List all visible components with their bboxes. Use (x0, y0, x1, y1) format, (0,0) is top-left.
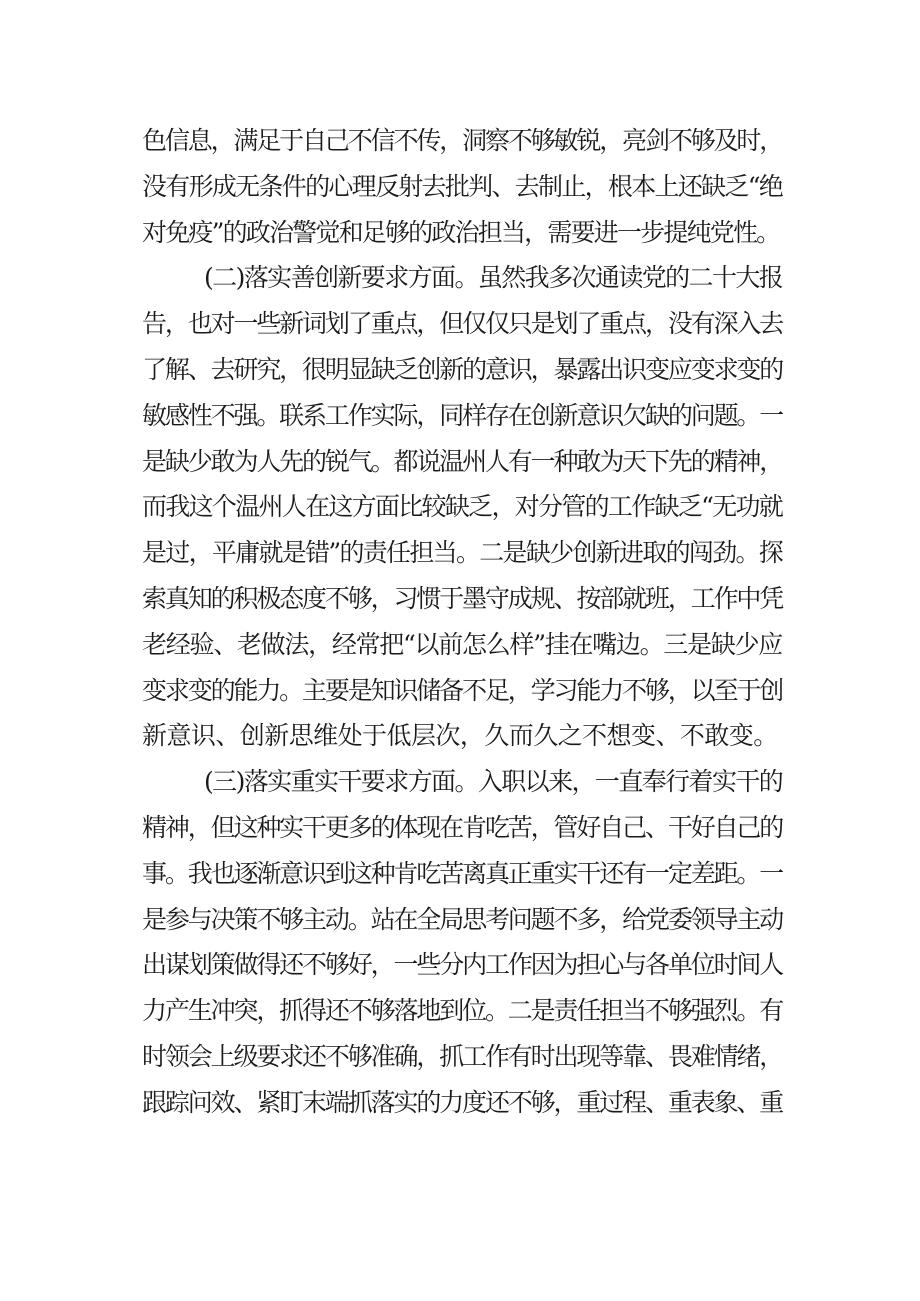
text-line: 精神，但这种实干更多的体现在肯吃苦，管好自己、干好自己的 (142, 812, 782, 842)
text-line: (二)落实善创新要求方面。虽然我多次通读党的二十大报 (204, 263, 782, 293)
text-line: 没有形成无条件的心理反射去批判、去制止，根本上还缺乏“绝 (142, 171, 782, 201)
paragraph-2 (142, 255, 782, 759)
paragraph-1 (142, 118, 782, 255)
text-line: 了解、去研究，很明显缺乏创新的意识，暴露出识变应变求变的 (142, 354, 782, 384)
text-line: 出谋划策做得还不够好，一些分内工作因为担心与各单位时间人 (142, 950, 782, 980)
text-line: (三)落实重实干要求方面。入职以来，一直奉行着实干的 (204, 767, 782, 797)
text-line: 对免疫”的政治警觉和足够的政治担当，需要进一步提纯党性。 (142, 217, 780, 247)
paragraph-3 (142, 759, 782, 1125)
text-line: 老经验、老做法，经常把“以前怎么样”挂在嘴边。三是缺少应 (142, 629, 782, 659)
document-body (142, 118, 782, 1126)
text-line: 索真知的积极态度不够，习惯于墨守成规、按部就班，工作中凭 (142, 583, 782, 613)
text-line: 色信息，满足于自己不信不传，洞察不够敏锐，亮剑不够及时， (142, 126, 782, 155)
text-line: 跟踪问效、紧盯末端抓落实的力度还不够，重过程、重表象、重 (142, 1087, 782, 1117)
text-line: 变求变的能力。主要是知识储备不足，学习能力不够，以至于创 (142, 675, 782, 705)
text-line: 敏感性不强。联系工作实际，同样存在创新意识欠缺的问题。一 (142, 400, 782, 430)
text-line: 是缺少敢为人先的锐气。都说温州人有一种敢为天下先的精神， (142, 446, 782, 476)
text-line: 事。我也逐渐意识到这种肯吃苦离真正重实干还有一定差距。一 (142, 858, 782, 888)
text-line: 新意识、创新思维处于低层次，久而久之不想变、不敢变。 (142, 721, 778, 751)
text-line: 时领会上级要求还不够准确，抓工作有时出现等靠、畏难情绪， (142, 1041, 782, 1071)
text-line: 告，也对一些新词划了重点，但仅仅只是划了重点，没有深入去 (142, 309, 782, 339)
text-line: 力产生冲突，抓得还不够落地到位。二是责任担当不够强烈。有 (142, 996, 782, 1026)
text-line: 是过，平庸就是错”的责任担当。二是缺少创新进取的闯劲。探 (142, 538, 782, 568)
text-line: 而我这个温州人在这方面比较缺乏，对分管的工作缺乏“无功就 (142, 492, 782, 522)
text-line: 是参与决策不够主动。站在全局思考问题不多，给党委领导主动 (142, 904, 782, 934)
